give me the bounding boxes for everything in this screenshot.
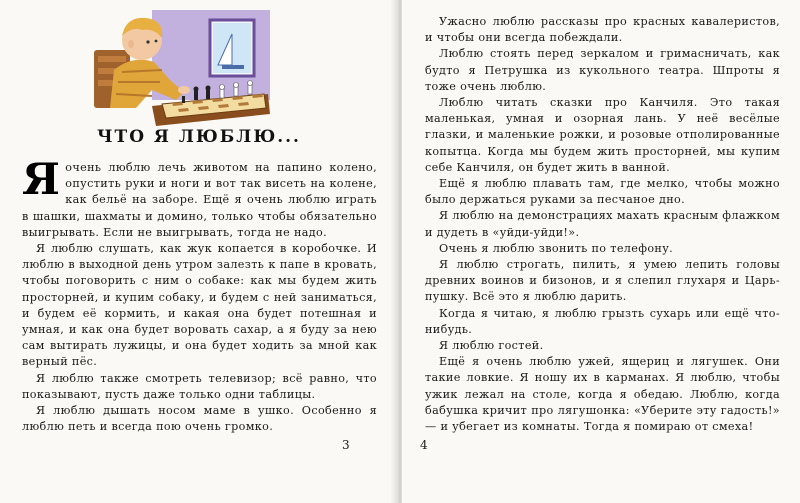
paragraph: Я люблю строгать, пилить, я умею лепить головы древних воинов и бизонов, и я слепил глухаря и Царь-пушку. Всё это я люблю дарить. bbox=[425, 258, 780, 304]
paragraph: Я люблю гостей. bbox=[439, 339, 544, 353]
boy-playing-chess-illustration bbox=[92, 10, 270, 128]
paragraph: Я люблю на демонстрациях махать красным флажком и дудеть в «уйди-уйди!». bbox=[425, 209, 780, 239]
left-page bbox=[0, 0, 398, 503]
paragraph: Ещё я люблю плавать там, где мелко, чтобы можно было держаться руками за песчаное дно. bbox=[425, 177, 780, 207]
left-page-text bbox=[22, 155, 377, 435]
page-number: 4 bbox=[420, 438, 428, 452]
paragraph: Люблю читать сказки про Канчиля. Это такая маленькая, умная и озорная лань. У неё весёлые глазки, и маленькие рожки, и розовые отполированные копытца. Когда мы будем жить просторней, мы купим себе Канчиля, он будет жить в ванной. bbox=[425, 96, 780, 174]
paragraph: Когда я читаю, я люблю грызть сухарь или ещё что-нибудь. bbox=[425, 306, 780, 336]
right-page-text bbox=[425, 14, 780, 435]
drop-cap: Я bbox=[22, 155, 61, 205]
chapter-title: ЧТО Я ЛЮБЛЮ... bbox=[97, 127, 301, 147]
paragraph: Люблю стоять перед зеркалом и гримасничать, как будто я Петрушка из кукольного театра. Шпроты я тоже очень люблю. bbox=[425, 47, 780, 93]
page-number: 3 bbox=[342, 438, 350, 452]
paragraph: Очень я люблю звонить по телефону. bbox=[439, 241, 674, 255]
paragraph: Ещё я очень люблю ужей, ящериц и лягушек. Они такие ловкие. Я ношу их в карманах. Я люблю, чтобы ужик лежал на столе, когда я обедаю. Люблю, когда бабушка кричит про лягушонка: «Уберите эту гадость!» — и убегает из комнаты. Тогда я помираю от смеха! bbox=[425, 355, 780, 434]
paragraph: Я люблю дышать носом маме в ушко. Особенно я люблю петь и всегда пою очень громко. bbox=[22, 404, 377, 434]
paragraph: Я люблю слушать, как жук копается в коробочке. И люблю в выходной день утром залезть к папе в кровать, чтобы поговорить с ним о собаке: как мы будем жить просторней, и купим собаку, и будем с ней заниматься, и будем её кормить, и какая она будет потешная и умная, и как она будет воровать сахар, а я буду за нею сам вытирать лужицы, и она будет ходить за мной как верный пёс. bbox=[22, 242, 377, 369]
paragraph: Ужасно люблю рассказы про красных кавалеристов, и чтобы они всегда побеждали. bbox=[425, 15, 780, 45]
paragraph: Я люблю также смотреть телевизор; всё равно, что показывают, пусть даже только одни таблицы. bbox=[22, 371, 377, 401]
right-page bbox=[402, 0, 800, 503]
paragraph bbox=[22, 155, 377, 241]
paragraph-text: очень люблю лечь животом на папино колено, опустить руки и ноги и вот так висеть на колене, как бельё на заборе. Ещё я очень люблю играть в шашки, шахматы и домино, только чтобы обязательно выигрывать. Если не выигрывать, тогда не надо. bbox=[22, 161, 377, 239]
